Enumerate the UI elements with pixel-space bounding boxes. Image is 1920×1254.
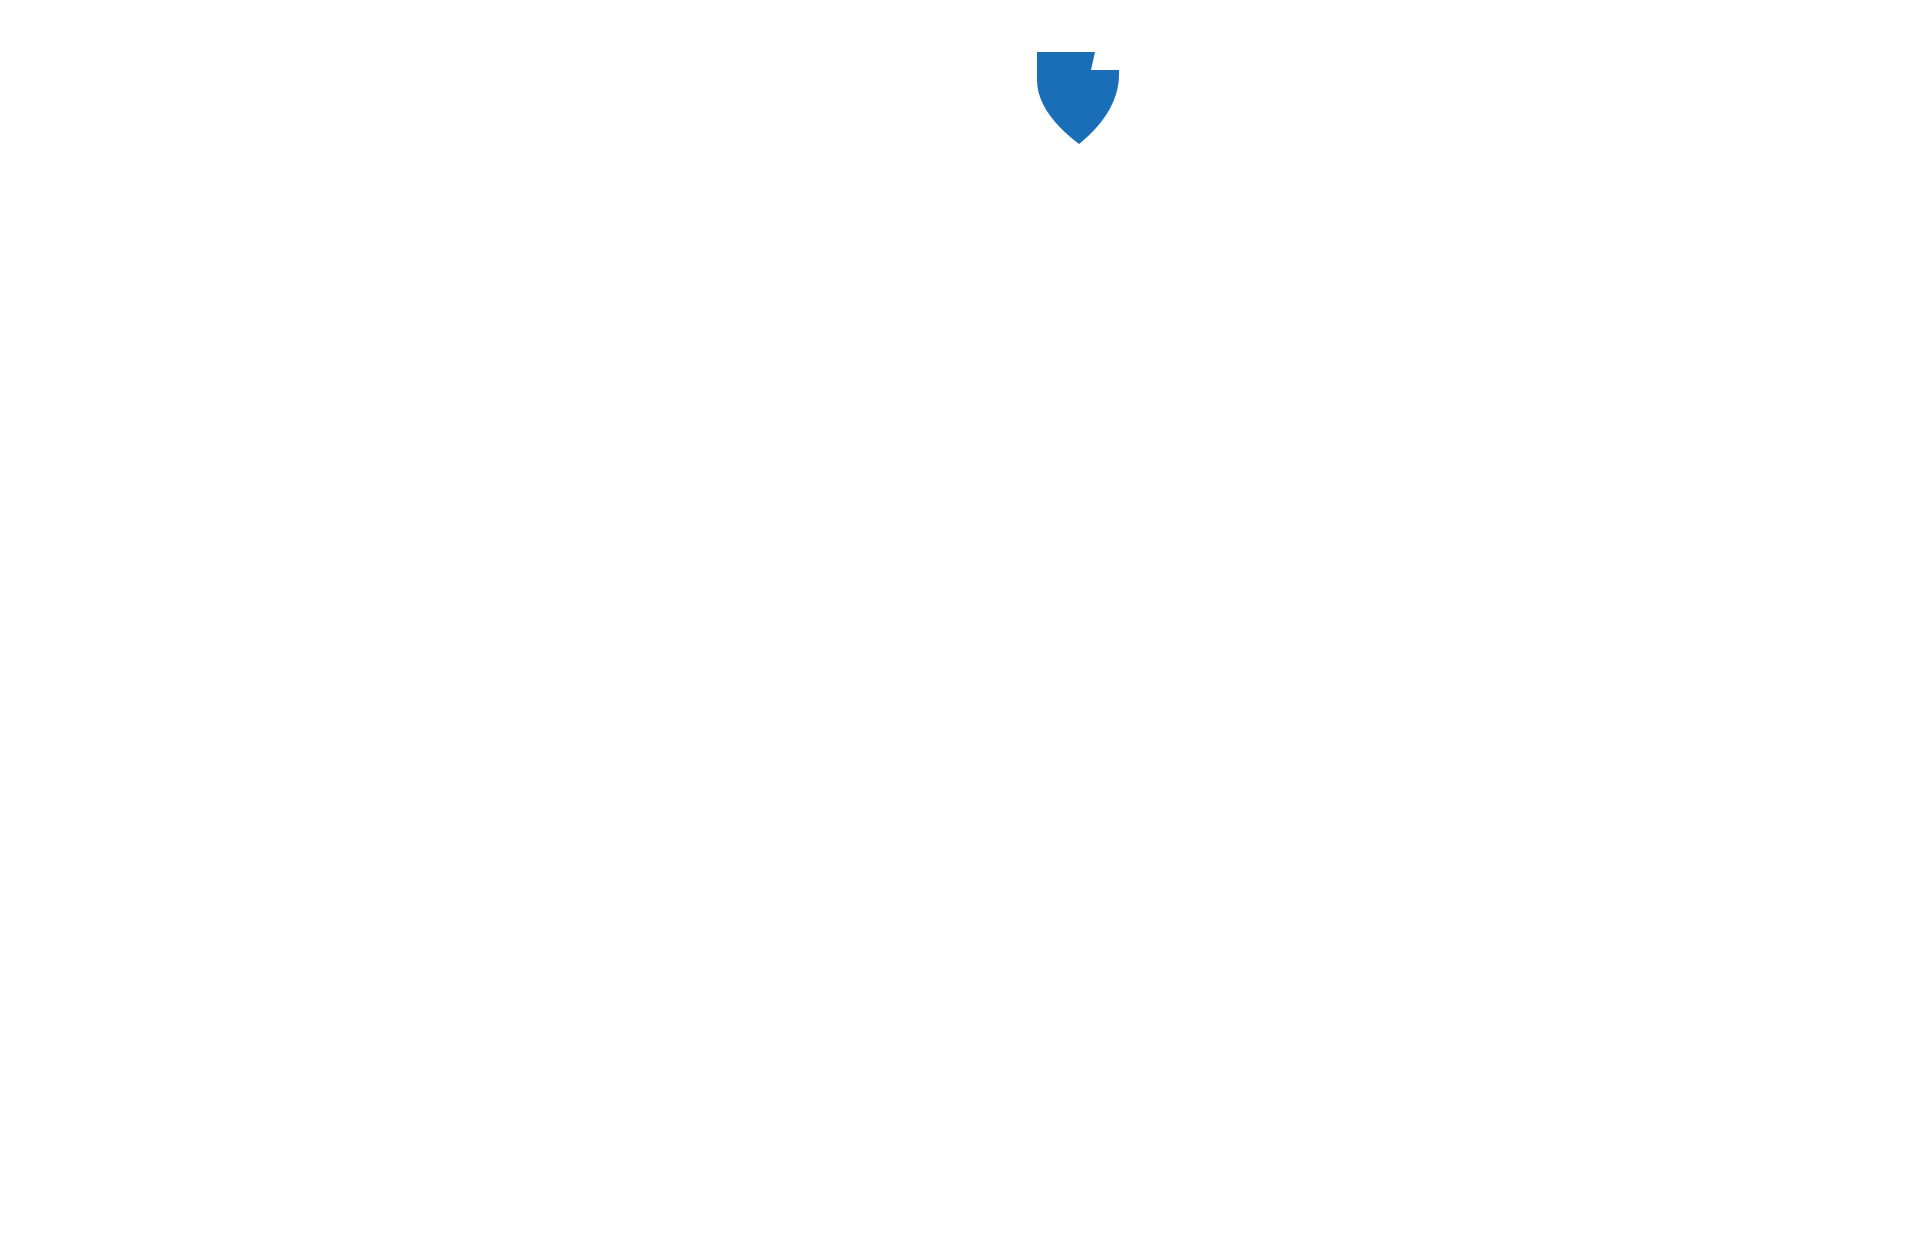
aft-shield-icon — [1035, 50, 1125, 146]
aft-logo — [1035, 50, 1125, 150]
